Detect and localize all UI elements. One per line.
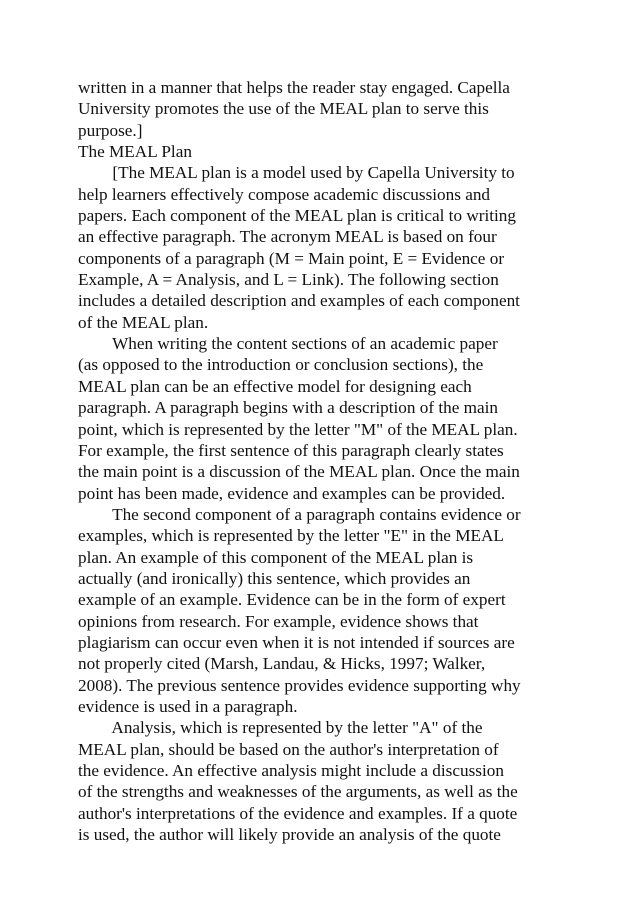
text-line: 2008). The previous sentence provides evidence supporting why xyxy=(78,675,521,695)
text-line: Example, A = Analysis, and L = Link). The following section xyxy=(78,270,499,290)
text-line: The second component of a paragraph contains evidence or xyxy=(78,504,521,524)
text-line: point, which is represented by the letter "M" of the MEAL plan. xyxy=(78,419,518,439)
text-line: MEAL plan can be an effective model for designing each xyxy=(78,376,472,396)
text-line: purpose.] xyxy=(78,120,143,140)
text-line: opinions from research. For example, evidence shows that xyxy=(78,611,479,631)
text-line: papers. Each component of the MEAL plan is critical to writing xyxy=(78,206,516,226)
text-line: plagiarism can occur even when it is not intended if sources are xyxy=(78,632,515,652)
text-line: evidence is used in a paragraph. xyxy=(78,696,298,716)
document-page xyxy=(78,77,638,845)
text-line: not properly cited (Marsh, Landau, & Hicks, 1997; Walker, xyxy=(78,654,486,674)
text-line: point has been made, evidence and examples can be provided. xyxy=(78,483,506,503)
text-line: University promotes the use of the MEAL plan to serve this xyxy=(78,99,489,119)
section-heading: The MEAL Plan xyxy=(78,142,192,162)
text-line: of the MEAL plan. xyxy=(78,312,209,332)
text-line: [The MEAL plan is a model used by Capella University to xyxy=(78,163,515,183)
text-line: written in a manner that helps the reader stay engaged. Capella xyxy=(78,78,510,97)
text-line: help learners effectively compose academic discussions and xyxy=(78,184,491,204)
text-line: is used, the author will likely provide an analysis of the quote xyxy=(78,825,501,845)
text-line: (as opposed to the introduction or conclusion sections), the xyxy=(78,355,484,375)
text-line: of the strengths and weaknesses of the arguments, as well as the xyxy=(78,782,518,802)
text-line: paragraph. A paragraph begins with a description of the main xyxy=(78,398,499,418)
text-line: includes a detailed description and examples of each component xyxy=(78,291,520,311)
text-line: author's interpretations of the evidence and examples. If a quote xyxy=(78,803,518,823)
text-line: When writing the content sections of an academic paper xyxy=(78,334,498,354)
text-line: the main point is a discussion of the MEAL plan. Once the main xyxy=(78,462,520,482)
text-line: For example, the first sentence of this paragraph clearly states xyxy=(78,440,504,460)
text-line: components of a paragraph (M = Main point, E = Evidence or xyxy=(78,248,505,268)
text-line: Analysis, which is represented by the letter "A" of the xyxy=(78,718,483,738)
text-line: plan. An example of this component of the MEAL plan is xyxy=(78,547,474,567)
text-line: MEAL plan, should be based on the author's interpretation of xyxy=(78,739,499,759)
text-line: examples, which is represented by the letter "E" in the MEAL xyxy=(78,526,504,546)
text-line: an effective paragraph. The acronym MEAL is based on four xyxy=(78,227,497,247)
text-line: the evidence. An effective analysis might include a discussion xyxy=(78,761,504,780)
text-line: actually (and ironically) this sentence, which provides an xyxy=(78,568,471,588)
text-line: example of an example. Evidence can be in the form of expert xyxy=(78,590,506,610)
